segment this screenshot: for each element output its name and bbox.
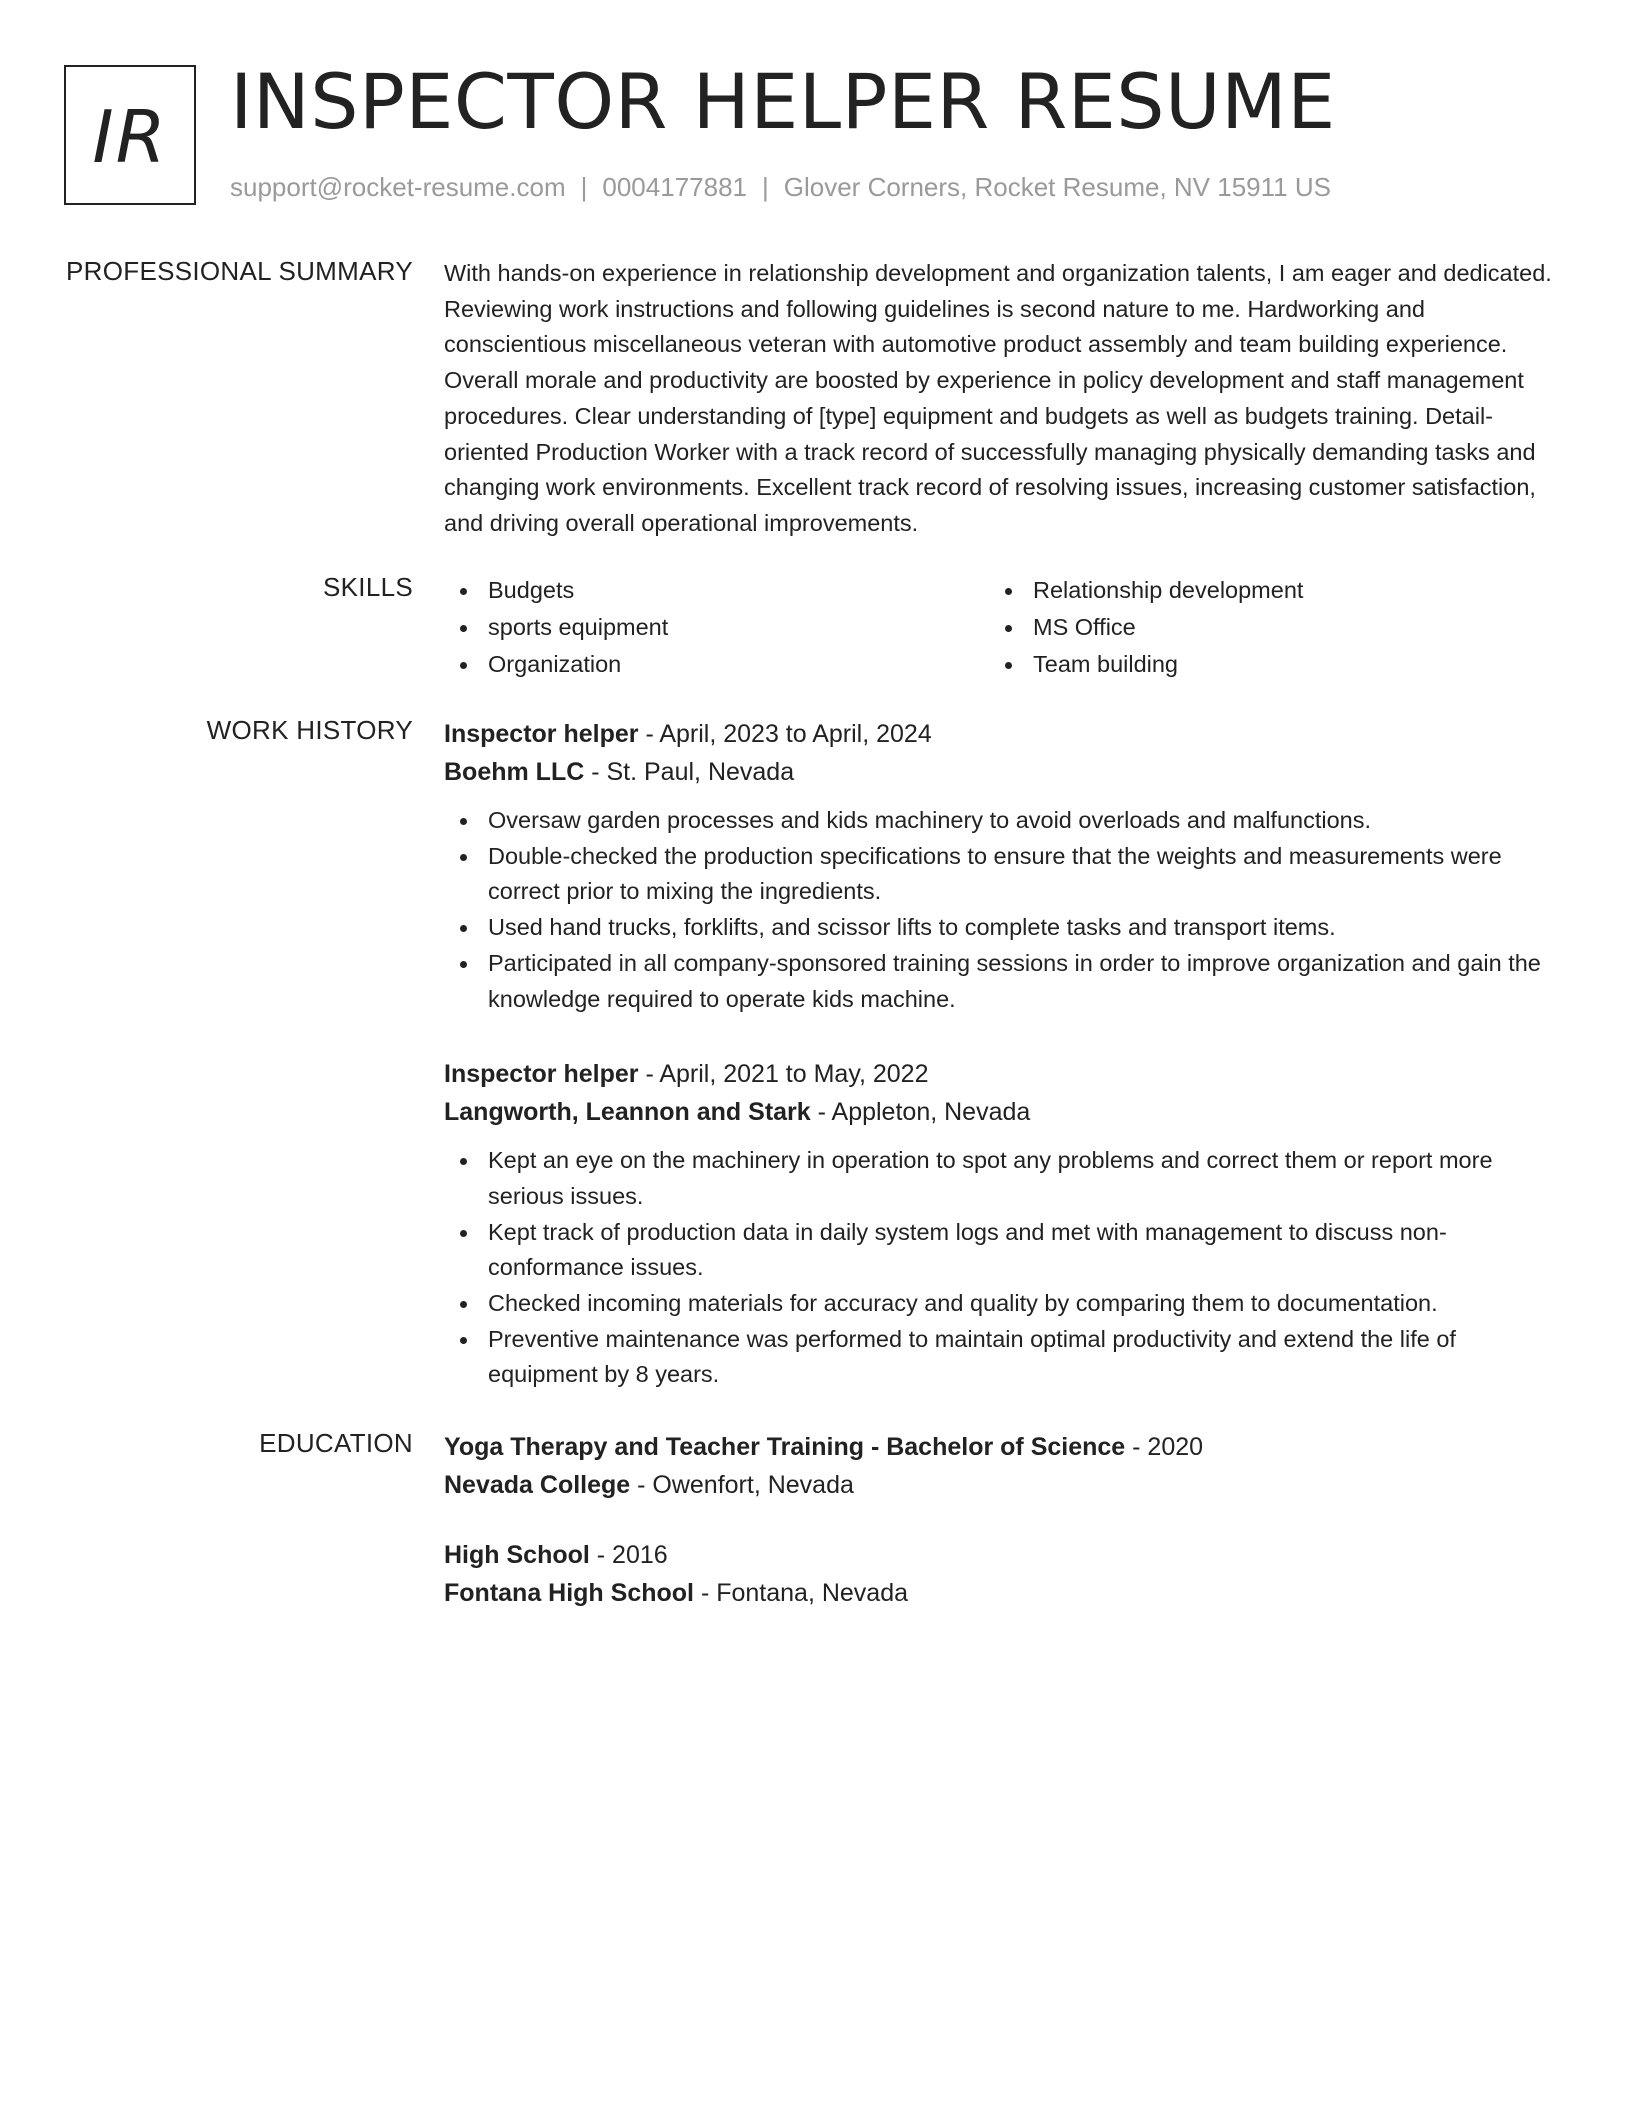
contact-line <box>230 172 1331 203</box>
skill-item: Budgets <box>444 572 989 609</box>
contact-email: support@rocket-resume.com <box>230 172 566 202</box>
education-entry <box>444 1536 1564 1612</box>
job-title: Inspector helper <box>444 1060 639 1089</box>
contact-separator: | <box>762 172 769 202</box>
monogram-box <box>64 65 196 205</box>
summary-heading: PROFESSIONAL SUMMARY <box>66 256 413 286</box>
summary-text: With hands-on experience in relationship development and organization talents, I am eager and dedicated. Reviewing work instructions and following guidelines is second nature to me. Hardworking and conscientious miscellaneous veteran with automotive product assembly and team building experience. Overall morale and productivity are boosted by experience in policy development and staff management procedures. Clear understanding of [type] equipment and budgets as well as budgets training. Detail-oriented Production Worker with a track record of successfully managing physically demanding tasks and changing work environments. Excellent track record of resolving issues, increasing customer satisfaction, and driving overall operational improvements. <box>444 260 1552 536</box>
job-dates: - April, 2021 to May, 2022 <box>638 1060 929 1089</box>
contact-phone: 0004177881 <box>602 172 747 202</box>
job-duty: Kept track of production data in daily system logs and met with management to discuss non-conformance issues. <box>444 1215 1564 1286</box>
job-title-line <box>444 1055 1564 1093</box>
job-duties <box>444 803 1564 1017</box>
skill-item: MS Office <box>989 609 1534 646</box>
skills-grid <box>444 572 1564 683</box>
job-duty: Preventive maintenance was performed to maintain optimal productivity and extend the life of equipment by 8 years. <box>444 1322 1564 1393</box>
skills-column-right <box>989 572 1534 683</box>
job-dates: - April, 2023 to April, 2024 <box>638 720 932 748</box>
job-duty: Oversaw garden processes and kids machinery to avoid overloads and malfunctions. <box>444 803 1564 839</box>
education-location: - Owenfort, Nevada <box>630 1471 854 1499</box>
skill-item: Relationship development <box>989 572 1534 609</box>
education-degree-line <box>444 1428 1564 1466</box>
education-degree: Yoga Therapy and Teacher Training - Bachelor of Science <box>444 1433 1126 1461</box>
job-duty: Checked incoming materials for accuracy and quality by comparing them to documentation. <box>444 1286 1564 1322</box>
contact-address: Glover Corners, Rocket Resume, NV 15911 US <box>783 172 1331 202</box>
job-title: Inspector helper <box>444 720 639 748</box>
job-duties <box>444 1143 1564 1393</box>
education-heading: EDUCATION <box>259 1428 413 1458</box>
skill-item: sports equipment <box>444 609 989 646</box>
education-school-line <box>444 1574 1564 1612</box>
monogram-initials: IR <box>92 95 168 179</box>
education-school: Fontana High School <box>444 1579 694 1607</box>
job-company: Boehm LLC <box>444 758 585 786</box>
education-year: - 2020 <box>1125 1433 1204 1461</box>
skills-column-left <box>444 572 989 683</box>
skill-item: Organization <box>444 646 989 683</box>
job-location: - Appleton, Nevada <box>810 1098 1031 1127</box>
job-company: Langworth, Leannon and Stark <box>444 1098 811 1127</box>
education-school-line <box>444 1466 1564 1504</box>
skill-item: Team building <box>989 646 1534 683</box>
contact-separator: | <box>580 172 588 202</box>
job-company-line <box>444 753 1564 791</box>
job-duty: Participated in all company-sponsored training sessions in order to improve organization and gain the knowledge required to operate kids machine. <box>444 946 1564 1017</box>
job-location: - St. Paul, Nevada <box>584 758 795 786</box>
job-company-line <box>444 1093 1564 1131</box>
job-duty: Double-checked the production specifications to ensure that the weights and measurements were correct prior to mixing the ingredients. <box>444 839 1564 910</box>
skills-heading: SKILLS <box>323 572 413 602</box>
resume-title: INSPECTOR HELPER RESUME <box>230 57 1336 146</box>
job-duty: Used hand trucks, forklifts, and scissor lifts to complete tasks and transport items. <box>444 910 1564 946</box>
education-degree-line <box>444 1536 1564 1574</box>
education-year: - 2016 <box>589 1541 668 1569</box>
job-duty: Kept an eye on the machinery in operation to spot any problems and correct them or report more serious issues. <box>444 1143 1564 1214</box>
education-degree: High School <box>444 1541 590 1569</box>
job-title-line <box>444 715 1564 753</box>
education-location: - Fontana, Nevada <box>694 1579 909 1607</box>
job-entry <box>444 715 1564 1017</box>
education-school: Nevada College <box>444 1471 631 1499</box>
job-entry <box>444 1055 1564 1393</box>
work-heading: WORK HISTORY <box>206 715 413 745</box>
education-entry <box>444 1428 1564 1504</box>
